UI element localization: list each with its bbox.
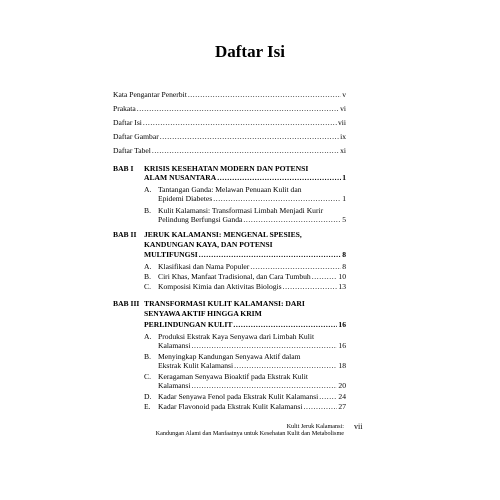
toc-entry-daftar-gambar[interactable]: Daftar Gambar ..... ix [113, 132, 346, 141]
bab1-item-b-line1: Kulit Kalamansi: Transformasi Limbah Menjadi Kurir [158, 206, 324, 215]
bab3-item-e-letter: E. [144, 402, 151, 411]
toc-entry-kata-pengantar[interactable]: Kata Pengantar Penerbit ..... v [113, 90, 346, 99]
bab3-item-a-line1: Produksi Ekstrak Kaya Senyawa dari Limbah Kulit [158, 332, 315, 341]
footer-book-title: Kulit Jeruk Kalamansi: [286, 423, 344, 430]
page-title: Daftar Isi [214, 42, 286, 61]
bab1-label: BAB I [113, 164, 134, 173]
bab2-title-line1: JERUK KALAMANSI: MENGENAL SPESIES, [144, 230, 302, 239]
toc-entry-bab3-b[interactable]: Ekstrak Kulit Kalamansi ..... 18 [158, 361, 346, 370]
bab3-item-c-letter: C. [144, 372, 151, 381]
toc-entry-bab2[interactable]: MULTIFUNGSI ..... 8 [144, 250, 346, 259]
bab1-item-a-letter: A. [144, 185, 152, 194]
bab3-title-line1: TRANSFORMASI KULIT KALAMANSI: DARI [144, 299, 305, 308]
bab1-item-b-letter: B. [144, 206, 151, 215]
bab2-item-c-letter: C. [144, 282, 151, 291]
toc-entry-bab1[interactable]: ALAM NUSANTARA ..... 1 [144, 173, 346, 182]
toc-entry-daftar-tabel[interactable]: Daftar Tabel ..... xi [113, 146, 346, 155]
bab3-label: BAB III [113, 299, 140, 308]
toc-entry-bab3-c[interactable]: Kalamansi ..... 20 [158, 381, 346, 390]
toc-entry-bab2-a[interactable]: Klasifikasi dan Nama Populer ..... 8 [158, 262, 346, 271]
toc-entry-bab1-b[interactable]: Pelindung Berfungsi Ganda ..... 5 [158, 215, 346, 224]
bab3-item-d-letter: D. [144, 392, 152, 401]
bab3-item-b-line1: Menyingkap Kandungan Senyawa Aktif dalam [158, 352, 301, 361]
footer-page-number: vii [354, 422, 363, 431]
toc-entry-bab2-c[interactable]: Komposisi Kimia dan Aktivitas Biologis ..... 13 [158, 282, 346, 291]
toc-entry-bab3-e[interactable]: Kadar Flavonoid pada Ekstrak Kulit Kalamansi ..... 27 [158, 402, 346, 411]
bab3-item-b-letter: B. [144, 352, 151, 361]
toc-entry-bab3-a[interactable]: Kalamansi ..... 16 [158, 341, 346, 350]
toc-entry-bab3-d[interactable]: Kadar Senyawa Fenol pada Ekstrak Kulit Kalamansi ..... 24 [158, 392, 346, 401]
toc-entry-bab1-a[interactable]: Epidemi Diabetes ..... 1 [158, 194, 346, 203]
bab3-item-a-letter: A. [144, 332, 152, 341]
bab2-title-line2: KANDUNGAN KAYA, DAN POTENSI [144, 240, 273, 249]
toc-entry-prakata[interactable]: Prakata ..... vi [113, 104, 346, 113]
bab2-label: BAB II [113, 230, 137, 239]
footer-book-subtitle: Kandungan Alami dan Manfaatnya untuk Kesehatan Kulit dan Metabolisme [155, 430, 344, 437]
toc-entry-bab3[interactable]: PERLINDUNGAN KULIT ..... 16 [144, 320, 346, 329]
toc-entry-bab2-b[interactable]: Ciri Khas, Manfaat Tradisional, dan Cara Tumbuh ..... 10 [158, 272, 346, 281]
bab3-item-c-line1: Keragaman Senyawa Bioaktif pada Ekstrak Kulit [158, 372, 308, 381]
bab2-item-a-letter: A. [144, 262, 152, 271]
bab3-title-line2: SENYAWA AKTIF HINGGA KRIM [144, 309, 262, 318]
bab1-title-line1: KRISIS KESEHATAN MODERN DAN POTENSI [144, 164, 309, 173]
toc-entry-daftar-isi[interactable]: Daftar Isi ..... vii [113, 118, 346, 127]
bab2-item-b-letter: B. [144, 272, 151, 281]
bab1-item-a-line1: Tantangan Ganda: Melawan Penuaan Kulit dan [158, 185, 302, 194]
